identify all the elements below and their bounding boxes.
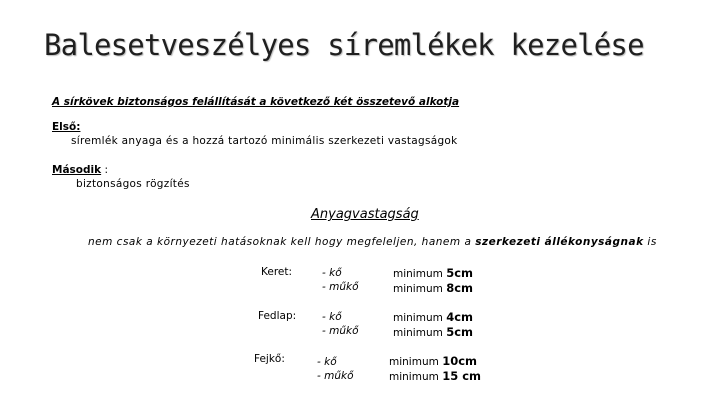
material-muko: - műkő <box>317 370 354 382</box>
material-muko: - műkő <box>322 281 359 293</box>
minimum-word: minimum <box>393 312 443 324</box>
minimum-line <box>393 310 473 325</box>
material-ko: - kő <box>317 356 337 368</box>
material-ko: - kő <box>322 267 342 279</box>
minimum-value: 4cm <box>446 310 473 324</box>
second-label-suffix: : <box>101 164 108 176</box>
minimum-word: minimum <box>393 283 443 295</box>
materials-fejko <box>317 355 354 383</box>
minimum-word: minimum <box>389 356 439 368</box>
minimum-word: minimum <box>393 327 443 339</box>
minimum-line <box>393 266 473 281</box>
material-muko: - műkő <box>322 325 359 337</box>
section-heading: Anyagvastagság <box>311 207 419 222</box>
materials-keret <box>322 266 359 294</box>
first-label: Első: <box>52 121 81 133</box>
row-label-fejko: Fejkő: <box>254 353 285 365</box>
intro-before: nem csak a környezeti hatásoknak kell hogy megfeleljen, hanem a <box>88 236 476 248</box>
minimum-value: 10cm <box>442 354 477 368</box>
second-label: Második <box>52 164 102 176</box>
minimum-line <box>393 281 473 296</box>
first-text: síremlék anyaga és a hozzá tartozó minimális szerkezeti vastagságok <box>71 135 458 147</box>
minimum-line <box>389 354 481 369</box>
intro-after: is <box>643 236 657 248</box>
minimum-line <box>393 325 473 340</box>
subheading: A sírkövek biztonságos felállítását a következő két összetevő alkotja <box>52 96 460 108</box>
row-label-fedlap: Fedlap: <box>258 310 297 322</box>
minimum-value: 5cm <box>446 266 473 280</box>
minimum-line <box>389 369 481 384</box>
slide-title: Balesetveszélyes síremlékek kezelése <box>44 28 644 62</box>
intro-paragraph <box>88 236 657 248</box>
minimum-word: minimum <box>393 268 443 280</box>
minimum-value: 15 cm <box>442 369 481 383</box>
row-label-keret: Keret: <box>261 266 293 278</box>
minimum-value: 8cm <box>446 281 473 295</box>
materials-fedlap <box>322 310 359 338</box>
minimums-fedlap <box>393 310 473 340</box>
second-label-line <box>52 164 108 176</box>
minimum-word: minimum <box>389 371 439 383</box>
second-text: biztonságos rögzítés <box>76 178 190 190</box>
minimums-keret <box>393 266 473 296</box>
material-ko: - kő <box>322 311 342 323</box>
minimum-value: 5cm <box>446 325 473 339</box>
intro-emphasis: szerkezeti állékonyságnak <box>475 236 644 248</box>
minimums-fejko <box>389 354 481 384</box>
